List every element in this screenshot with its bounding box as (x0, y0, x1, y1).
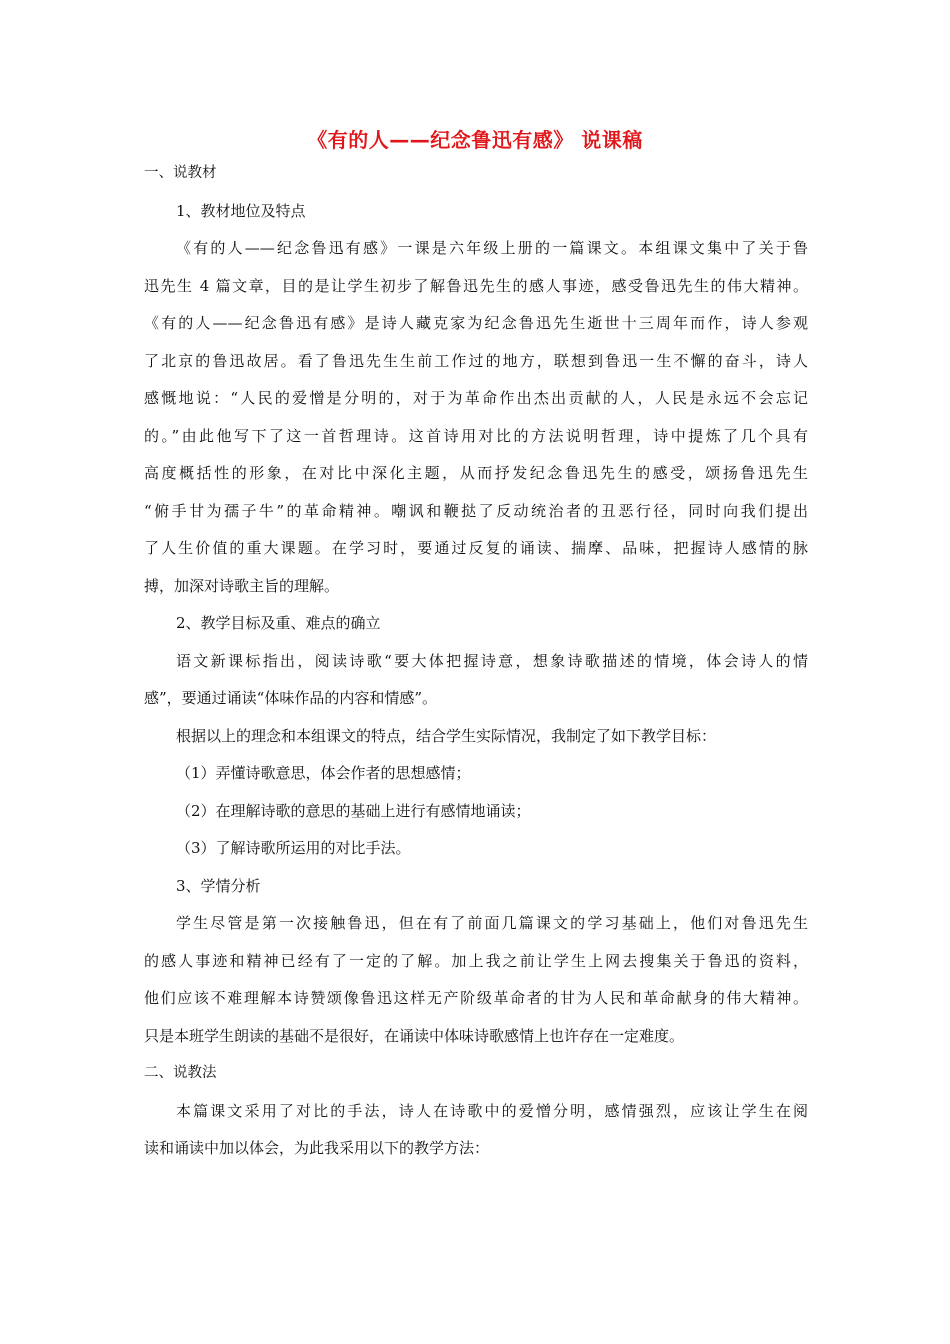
paragraph-line: 学生尽管是第一次接触鲁迅，但在有了前面几篇课文的学习基础上，他们对鲁迅先生 (176, 914, 808, 932)
paragraph-line: 他们应该不难理解本诗赞颂像鲁迅这样无产阶级革命者的甘为人民和革命献身的伟大精神。 (144, 989, 808, 1007)
paragraph-line: 感慨地说：“人民的爱憎是分明的，对于为革命作出杰出贡献的人，人民是永远不会忘记 (144, 389, 808, 407)
objective-item: （1）弄懂诗歌意思，体会作者的思想感情； (176, 764, 471, 782)
paragraph-line: 的。”由此他写下了这一首哲理诗。这首诗用对比的方法说明哲理，诗中提炼了几个具有 (144, 426, 808, 445)
paragraph-line: 读和诵读中加以体会，为此我采用以下的教学方法： (144, 1139, 490, 1157)
paragraph-line: 搏，加深对诗歌主旨的理解。 (144, 576, 340, 595)
document-title: 《有的人——纪念鲁迅有感》 说课稿 (307, 128, 643, 152)
subsection-heading: 1、教材地位及特点 (176, 201, 306, 220)
section-heading: 一、说教材 (144, 165, 217, 181)
section-heading: 二、说教法 (144, 1065, 217, 1081)
paragraph-line: 根据以上的理念和本组课文的特点，结合学生实际情况，我制定了如下教学目标： (176, 726, 717, 745)
paragraph-line: 《有的人——纪念鲁迅有感》一课是六年级上册的一篇课文。本组课文集中了关于鲁 (176, 239, 808, 257)
document-body (144, 162, 808, 1175)
paragraph-line: 语文新课标指出，阅读诗歌“要大体把握诗意，想象诗歌描述的情境，体会诗人的情 (176, 651, 808, 670)
paragraph-line: 《有的人——纪念鲁迅有感》是诗人藏克家为纪念鲁迅先生逝世十三周年而作，诗人参观 (144, 314, 808, 332)
paragraph-line: 感”，要通过诵读“体味作品的内容和情感”。 (144, 689, 438, 707)
paragraph-line: 的感人事迹和精神已经有了一定的了解。加上我之前让学生上网去搜集关于鲁迅的资料， (144, 951, 808, 970)
paragraph-line: 高度概括性的形象，在对比中深化主题，从而抒发纪念鲁迅先生的感受，颂扬鲁迅先生 (144, 464, 808, 482)
paragraph-line: “俯手甘为孺子牛”的革命精神。嘲讽和鞭挞了反动统治者的丑恶行径，同时向我们提出 (144, 501, 808, 520)
paragraph-line: 了人生价值的重大课题。在学习时，要通过反复的诵读、揣摩、品味，把握诗人感情的脉 (144, 539, 808, 557)
paragraph-line: 本篇课文采用了对比的手法，诗人在诗歌中的爱憎分明，感情强烈，应该让学生在阅 (176, 1101, 808, 1120)
objective-item: （3）了解诗歌所运用的对比手法。 (176, 839, 411, 857)
subsection-heading: 3、学情分析 (176, 876, 261, 895)
paragraph-line: 迅先生 4 篇文章，目的是让学生初步了解鲁迅先生的感人事迹，感受鲁迅先生的伟大精神。 (144, 276, 808, 295)
subsection-heading: 2、教学目标及重、难点的确立 (176, 614, 381, 632)
objective-item: （2）在理解诗歌的意思的基础上进行有感情地诵读； (176, 801, 531, 820)
paragraph-line: 了北京的鲁迅故居。看了鲁迅先生生前工作过的地方，联想到鲁迅一生不懈的奋斗，诗人 (144, 351, 808, 370)
paragraph-line: 只是本班学生朗读的基础不是很好，在诵读中体味诗歌感情上也许存在一定难度。 (144, 1026, 685, 1045)
